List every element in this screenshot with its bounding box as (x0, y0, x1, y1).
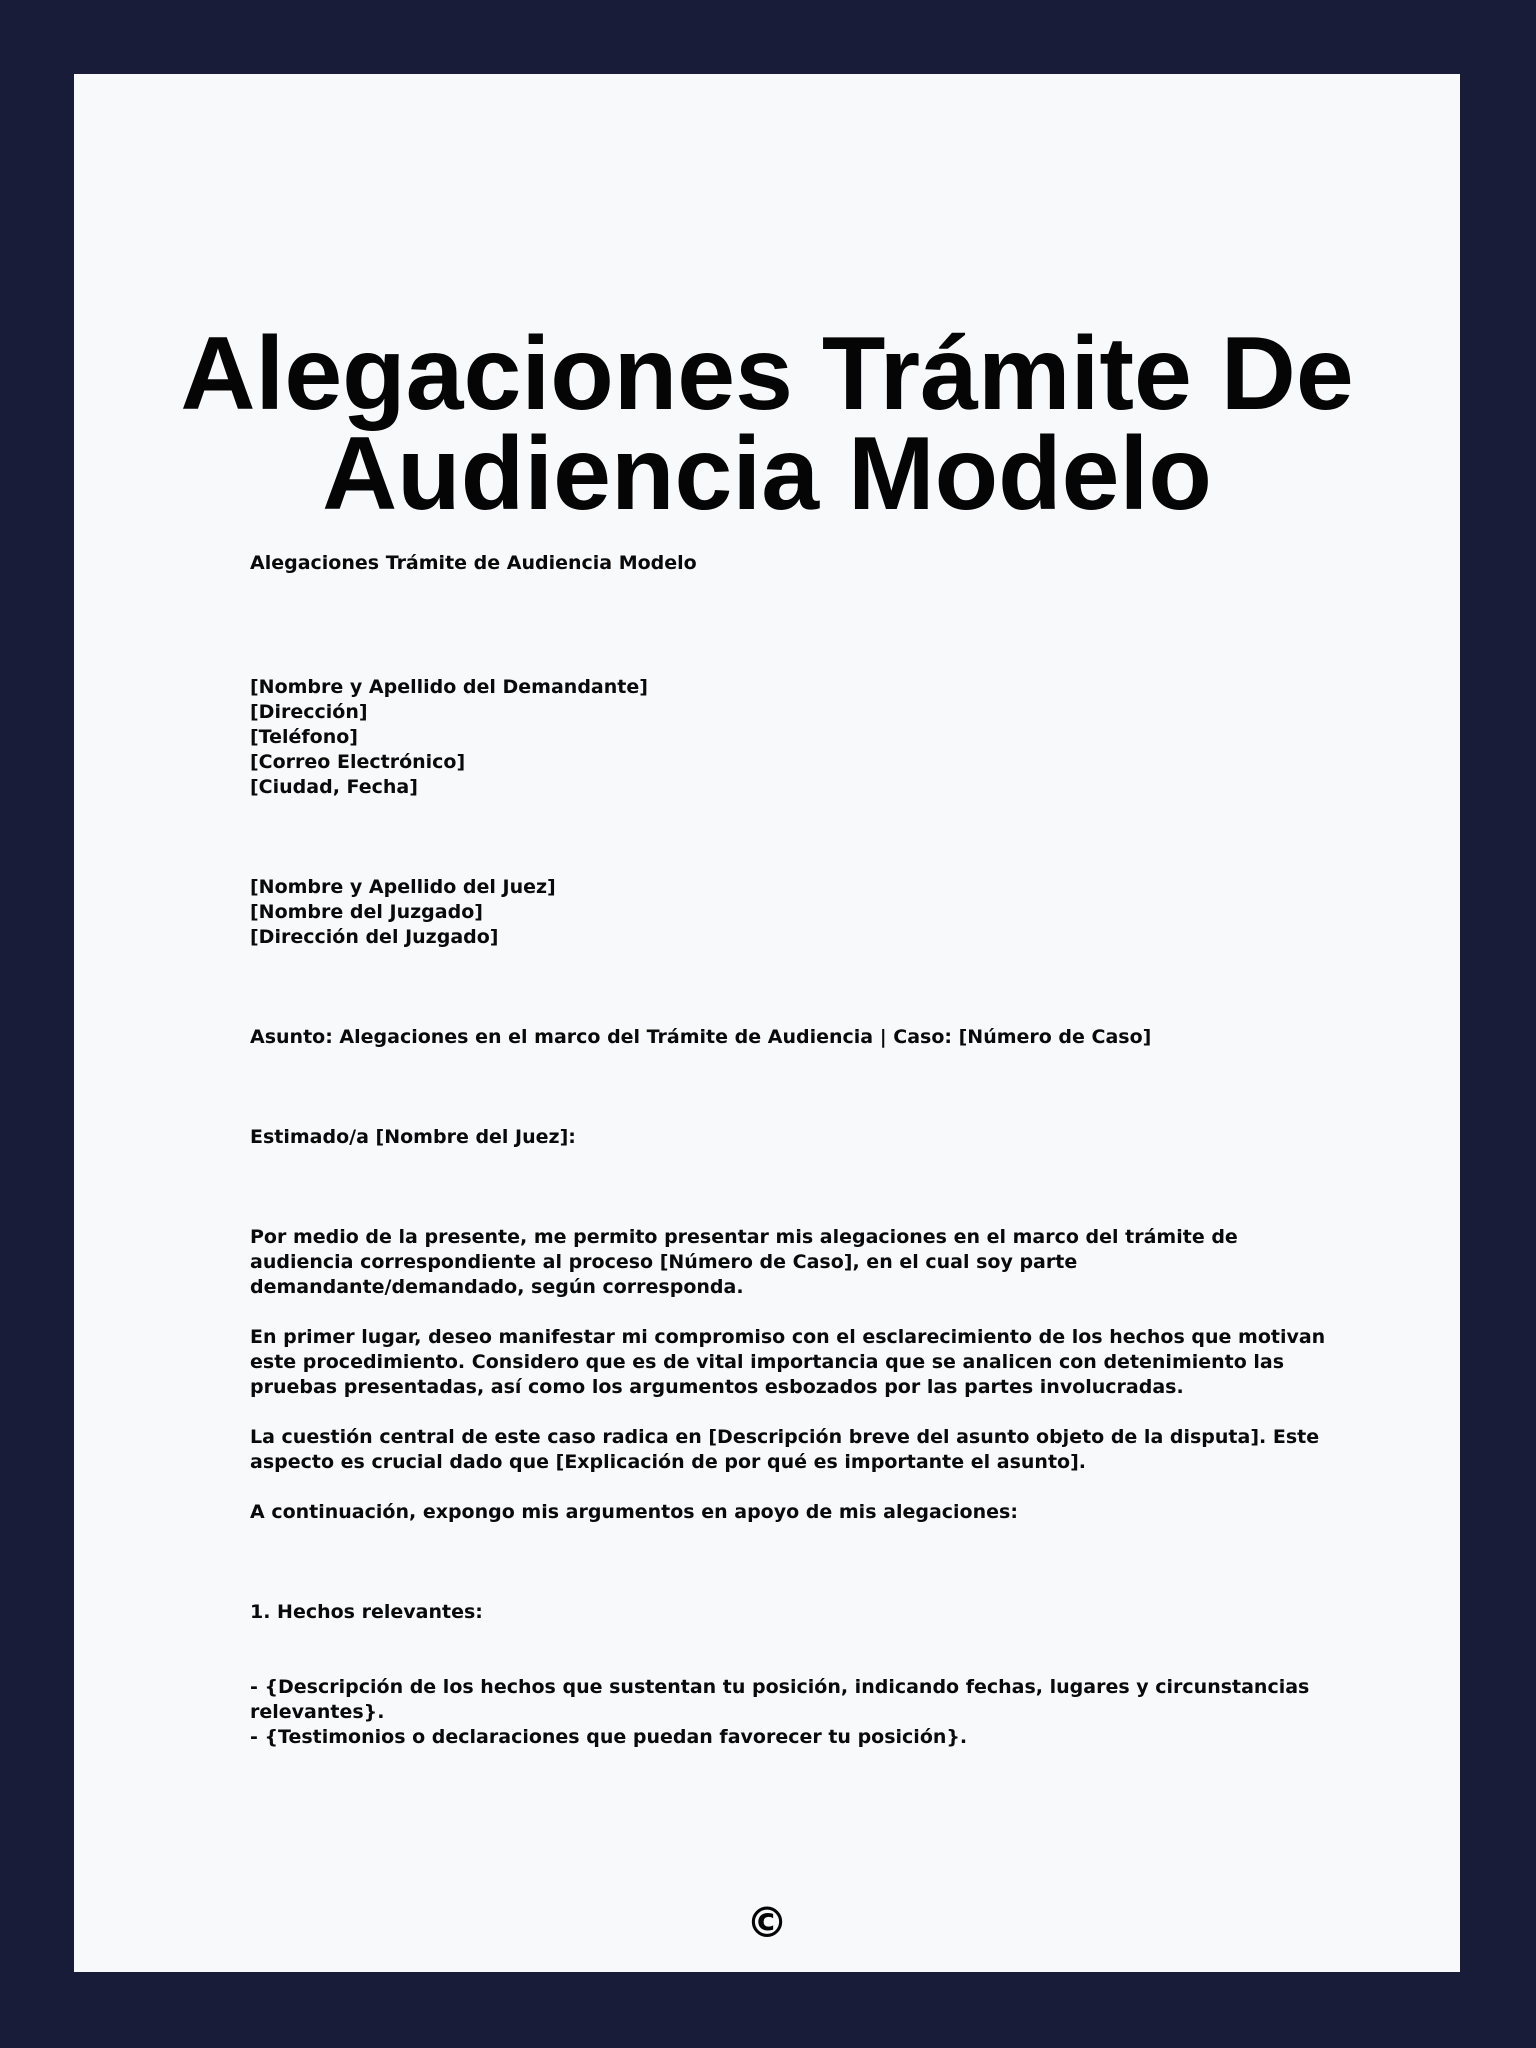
facts-list (250, 1675, 1340, 1750)
copyright-icon: © (746, 1898, 788, 1947)
sender-block (250, 675, 1340, 800)
document-page (74, 74, 1460, 1972)
sender-city-date: [Ciudad, Fecha] (250, 776, 418, 798)
recipient-court: [Nombre del Juzgado] (250, 901, 483, 923)
document-title-line-1: Alegaciones Trámite De (180, 316, 1354, 432)
list-item: - {Testimonios o declaraciones que puedan favorecer tu posición}. (250, 1726, 968, 1748)
paragraph-commitment: En primer lugar, deseo manifestar mi compromiso con el esclarecimiento de los hechos que motivan este procedimiento. Considero que es de vital importancia que se analicen con detenimiento las pruebas presentadas, así como los argumentos esbozados por las partes involucradas. (250, 1326, 1326, 1398)
sender-address: [Dirección] (250, 701, 368, 723)
paragraph-introduction: Por medio de la presente, me permito presentar mis alegaciones en el marco del trámite de audiencia correspondiente al proceso [Número de Caso], en el cual soy parte demandante/demandado, según corresponda. (250, 1226, 1238, 1298)
document-title (74, 316, 1460, 532)
greeting: Estimado/a [Nombre del Juez]: (250, 1126, 576, 1148)
recipient-judge: [Nombre y Apellido del Juez] (250, 876, 556, 898)
recipient-block (250, 875, 1340, 950)
document-subtitle: Alegaciones Trámite de Audiencia Modelo (250, 552, 697, 574)
document-title-line-2: Audiencia Modelo (322, 416, 1212, 532)
paragraph-arguments-intro: A continuación, expongo mis argumentos en apoyo de mis alegaciones: (250, 1501, 1018, 1523)
list-item: - {Descripción de los hechos que sustentan tu posición, indicando fechas, lugares y circunstancias relevantes}. (250, 1676, 1310, 1723)
sender-name: [Nombre y Apellido del Demandante] (250, 676, 648, 698)
section-heading-relevant-facts: 1. Hechos relevantes: (250, 1601, 483, 1623)
paragraph-central-issue: La cuestión central de este caso radica en [Descripción breve del asunto objeto de la disputa]. Este aspecto es crucial dado que [Explicación de por qué es importante el asunto]. (250, 1426, 1320, 1473)
recipient-court-address: [Dirección del Juzgado] (250, 926, 499, 948)
sender-phone: [Teléfono] (250, 726, 358, 748)
sender-email: [Correo Electrónico] (250, 751, 466, 773)
subject-line: Asunto: Alegaciones en el marco del Trámite de Audiencia | Caso: [Número de Caso] (250, 1026, 1152, 1048)
